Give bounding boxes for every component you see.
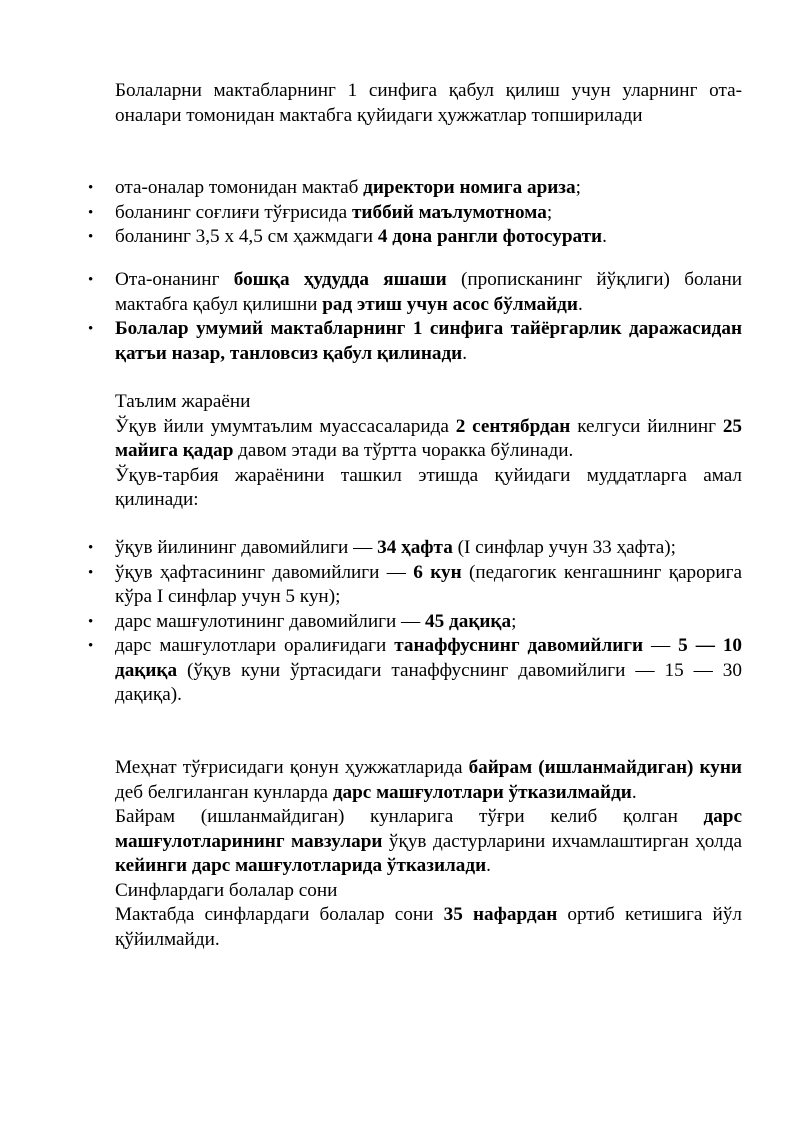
class-size-paragraph: Мактабда синфлардаги болалар сони 35 нафардан ортиб кетишига йўл қўйилмайди. (115, 904, 742, 950)
list-item: • дарс машғулотлари оралиғидаги танаффуснинг давомийлиги — 5 — 10 дақиқа (ўқув куни ўртасидаги танаффуснинг давомийлиги — 15 — 30 дақиқа). (115, 634, 742, 708)
list-item: • ўқув ҳафтасининг давомийлиги — 6 кун (педагогик кенгашнинг қарорига кўра I синфлар учун 5 кун); (115, 561, 742, 610)
education-paragraph-2: Ўқув-тарбия жараёнини ташкил этишда қуйидаги муддатларга амал қилинади: (115, 464, 742, 510)
holiday-paragraph-2: Байрам (ишланмайдиган) кунларига тўғри келиб қолган дарс машғулотларининг мавзулари ўқув дастурларини ихчамлаштирган ҳолда кейинги дарс машғулотларида ўтказилади. (115, 806, 742, 876)
section-heading: Синфлардаги болалар сони (115, 879, 338, 901)
list-item: • ота-оналар томонидан мактаб директори номига ариза; (115, 176, 742, 201)
list-item: • боланинг соғлиғи тўғрисида тиббий маълумотнома; (115, 201, 742, 226)
education-section (115, 390, 742, 513)
documents-list (115, 176, 742, 250)
terms-list (115, 536, 742, 708)
education-paragraph: Ўқув йили умумтаълим муассасаларида 2 сентябрдан келгуси йилнинг 25 майига қадар давом этади ва тўртта чоракка бўлинади. (115, 415, 742, 461)
list-item: • боланинг 3,5 х 4,5 см ҳажмдаги 4 дона рангли фотосурати. (115, 225, 742, 250)
holiday-paragraph: Меҳнат тўғрисидаги қонун ҳужжатларида байрам (ишланмайдиган) куни деб белгиланган кунларда дарс машғулотлари ўтказилмайди. (115, 757, 742, 803)
list-item: • Ота-онанинг бошқа ҳудудда яшаши (прописканинг йўқлиги) болани мактабга қабул қилишни рад этиш учун асос бўлмайди. (115, 268, 742, 317)
section-heading: Таълим жараёни (115, 391, 251, 412)
list-item: • дарс машғулотининг давомийлиги — 45 дақиқа; (115, 610, 742, 635)
intro-paragraph: Болаларни мактабларнинг 1 синфига қабул қилиш учун уларнинг ота-оналари томонидан мактабга қуйидаги ҳужжатлар топширилади (115, 80, 742, 126)
rules-list (115, 268, 742, 366)
list-item: • ўқув йилининг давомийлиги — 34 ҳафта (I синфлар учун 33 ҳафта); (115, 536, 742, 561)
holiday-section (115, 756, 742, 952)
list-item: • Болалар умумий мактабларнинг 1 синфига тайёргарлик даражасидан қатъи назар, танловсиз қабул қилинади. (115, 317, 742, 366)
